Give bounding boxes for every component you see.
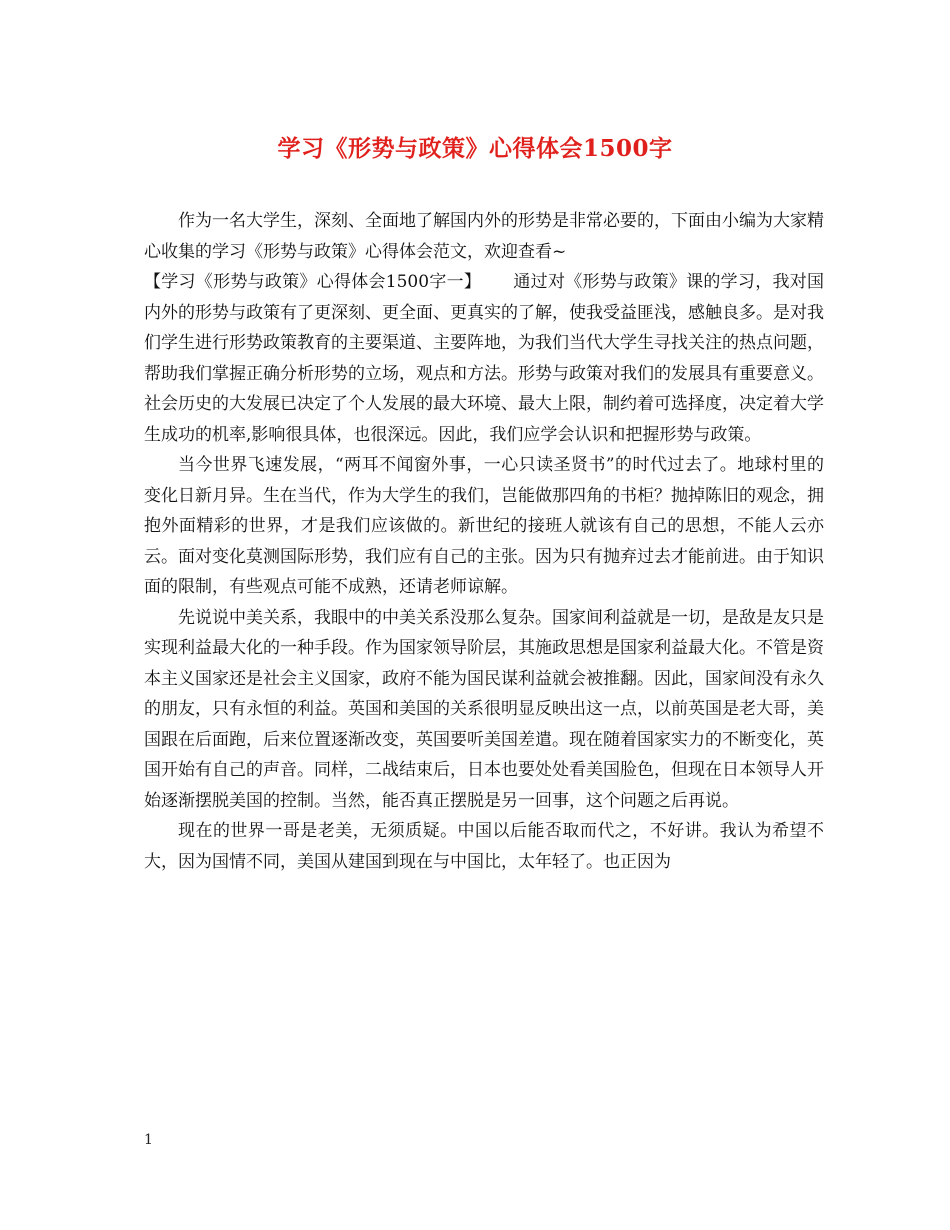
page-number: 1 bbox=[144, 1132, 153, 1148]
section-heading: 【学习《形势与政策》心得体会1500字一】 bbox=[144, 272, 482, 292]
paragraph-text: 通过对《形势与政策》课的学习，我对国内外的形势与政策有了更深刻、更全面、更真实的了解，使我受益匪浅，感触良多。是对我们学生进行形势政策教育的主要渠道、主要阵地，为我们当代大学生寻找关注的热点问题，帮助我们掌握正确分析形势的立场，观点和方法。形势与政策对我们的发展具有重要意义。社会历史的大发展已决定了个人发展的最大环境、最大上限，制约着可选择度，决定着大学生成功的机率,影响很具体，也很深远。因此，我们应学会认识和把握形势与政策。 bbox=[144, 272, 825, 445]
paragraph-world-leader: 现在的世界一哥是老美，无须质疑。中国以后能否取而代之，不好讲。我认为希望不大，因为国情不同，美国从建国到现在与中国比，太年轻了。也正因为 bbox=[144, 821, 824, 872]
paragraph-section-one bbox=[144, 267, 824, 450]
paragraph-intro: 作为一名大学生，深刻、全面地了解国内外的形势是非常必要的，下面由小编为大家精心收集的学习《形势与政策》心得体会范文，欢迎查看~ bbox=[144, 211, 824, 262]
document-title: 学习《形势与政策》心得体会1500字 bbox=[277, 135, 673, 162]
document-body bbox=[144, 206, 824, 877]
paragraph-world-development: 当今世界飞速发展，“两耳不闻窗外事，一心只读圣贤书”的时代过去了。地球村里的变化日新月异。生在当代，作为大学生的我们，岂能做那四角的书柜？抛掉陈旧的观念，拥抱外面精彩的世界，才是我们应该做的。新世纪的接班人就该有自己的思想，不能人云亦云。面对变化莫测国际形势，我们应有自己的主张。因为只有抛弃过去才能前进。由于知识面的限制，有些观点可能不成熟，还请老师谅解。 bbox=[144, 455, 824, 597]
paragraph-china-us-relations: 先说说中美关系，我眼中的中美关系没那么复杂。国家间利益就是一切，是敌是友只是实现利益最大化的一种手段。作为国家领导阶层，其施政思想是国家利益最大化。不管是资本主义国家还是社会主义国家，政府不能为国民谋利益就会被推翻。因此，国家间没有永久的朋友，只有永恒的利益。英国和美国的关系很明显反映出这一点，以前英国是老大哥，美国跟在后面跑，后来位置逐渐改变，英国要听美国差遣。现在随着国家实力的不断变化，英国开始有自己的声音。同样，二战结束后，日本也要处处看美国脸色，但现在日本领导人开始逐渐摆脱美国的控制。当然，能否真正摆脱是另一回事，这个问题之后再说。 bbox=[144, 607, 824, 811]
